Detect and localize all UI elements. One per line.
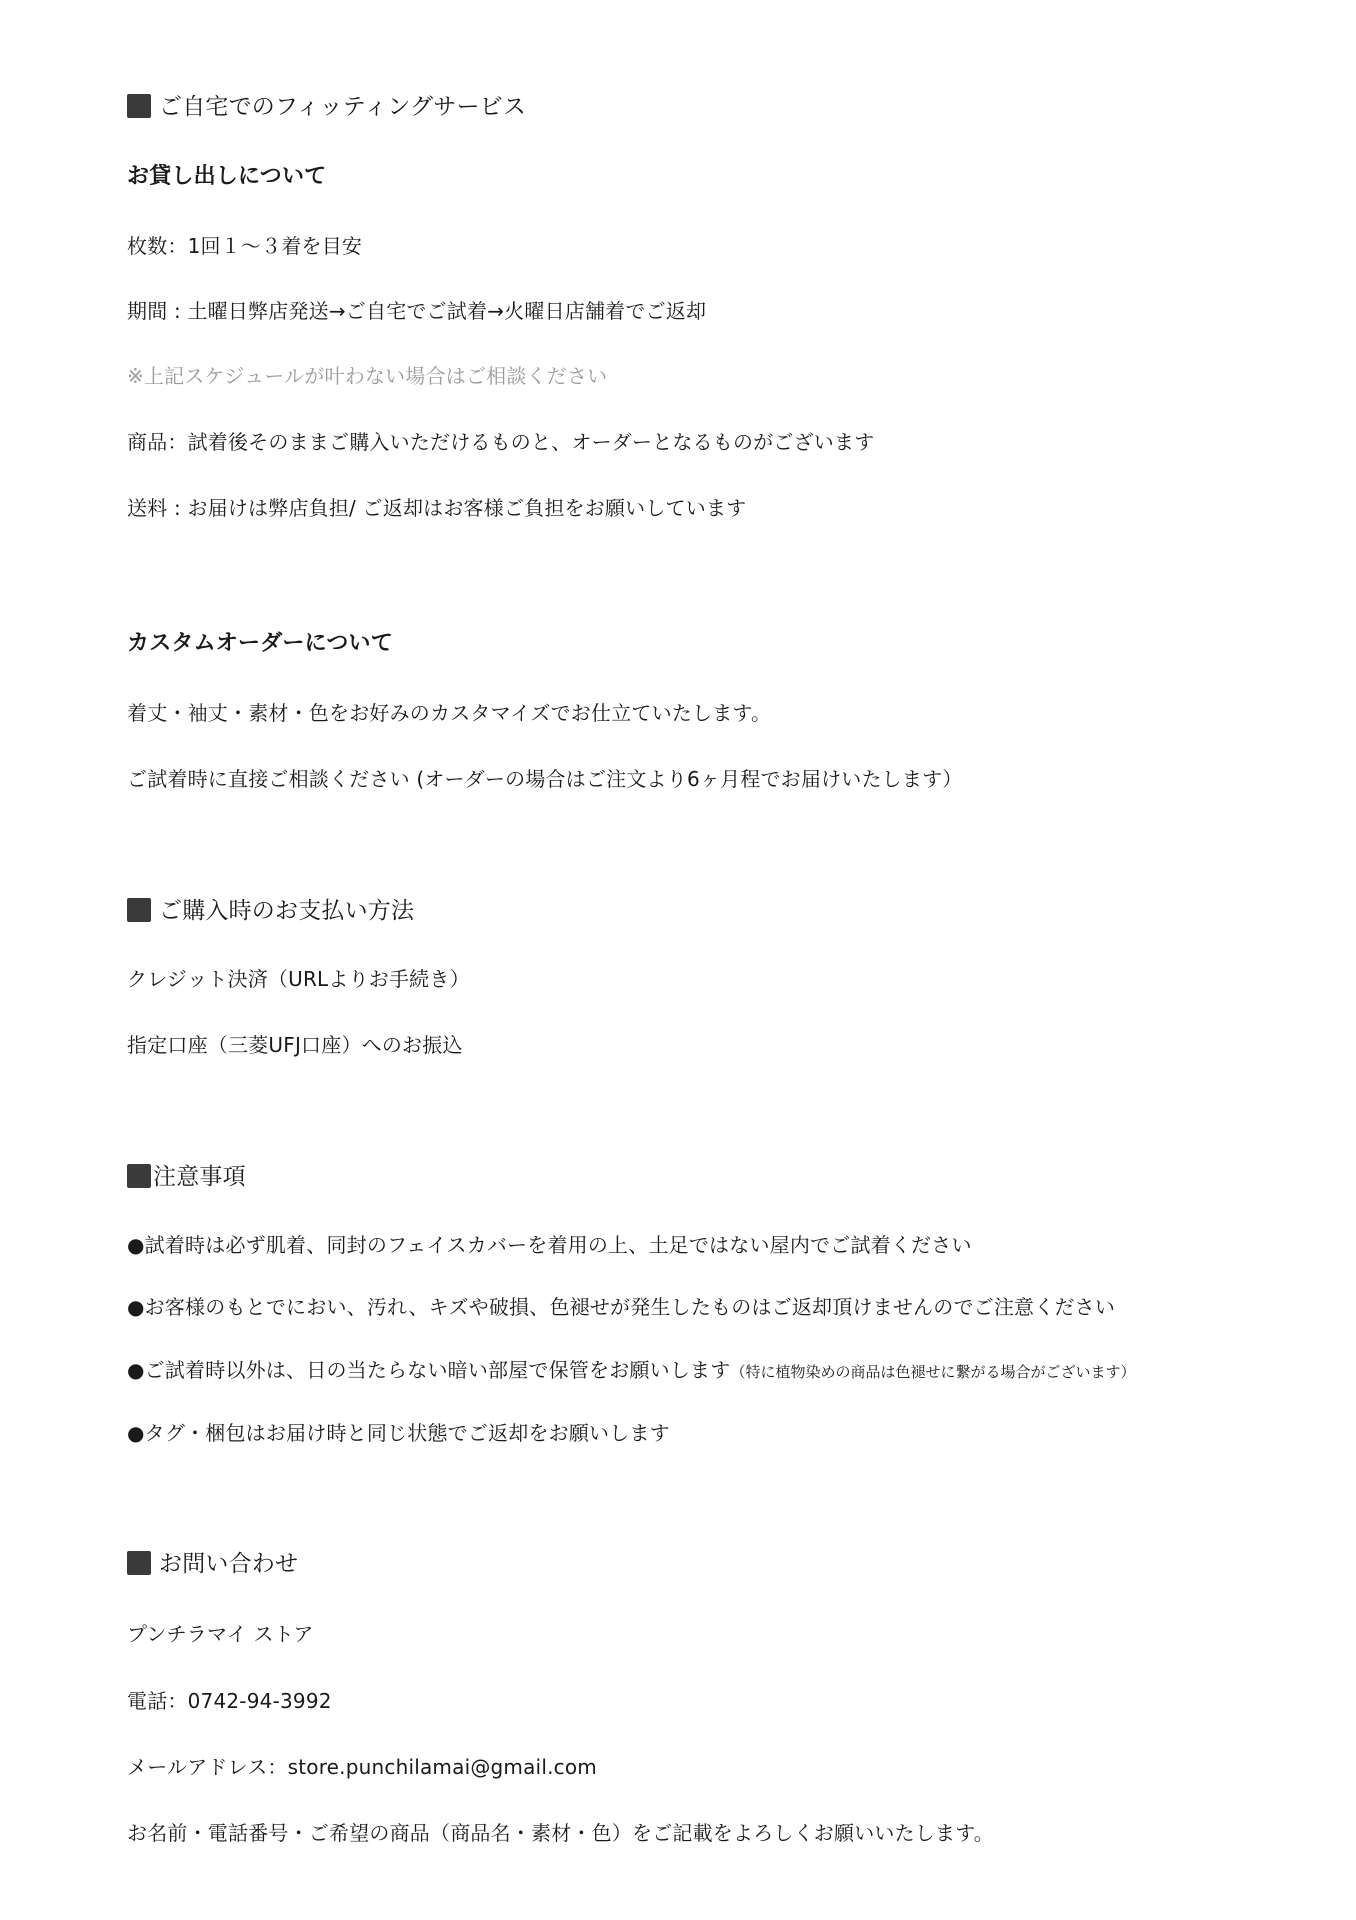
- custom-order-line-1: 着丈・袖丈・素材・色をお好みのカスタマイズでお仕立ていたします。: [127, 701, 772, 725]
- lending-count: 枚数：1回１〜３着を目安: [127, 234, 363, 258]
- section-heading-contact: [127, 1550, 298, 1578]
- caution-item-2: ●お客様のもとでにおい、汚れ、キズや破損、色褪せが発生したものはご返却頂けませんのでご注意ください: [127, 1295, 1116, 1319]
- contact-phone: 電話：0742-94-3992: [127, 1689, 332, 1713]
- section-heading-cautions-text: 注意事項: [153, 1164, 246, 1190]
- caution-item-3: [127, 1356, 1135, 1386]
- black-square-icon: [127, 1551, 151, 1575]
- black-square-icon: [127, 94, 151, 118]
- contact-store-name: プンチラマイ ストア: [127, 1622, 314, 1646]
- custom-order-title: カスタムオーダーについて: [127, 631, 393, 656]
- section-heading-cautions: [127, 1163, 246, 1191]
- custom-order-line-2: ご試着時に直接ご相談ください (オーダーの場合はご注文より6ヶ月程でお届けいたします）: [127, 767, 963, 791]
- caution-item-4: ●タグ・梱包はお届け時と同じ状態でご返却をお願いします: [127, 1421, 670, 1445]
- contact-email: メールアドレス：store.punchilamai@gmail.com: [127, 1755, 597, 1779]
- section-heading-contact-text: お問い合わせ: [159, 1551, 299, 1577]
- caution-item-3-note: （特に植物染めの商品は色褪せに繋がる場合がございます）: [730, 1363, 1136, 1381]
- lending-period: 期間 : 土曜日弊店発送→ご自宅でご試着→火曜日店舗着でご返却: [127, 299, 707, 323]
- contact-request: お名前・電話番号・ご希望の商品（商品名・素材・色）をご記載をよろしくお願いいたします。: [127, 1821, 994, 1845]
- section-heading-fitting-text: ご自宅でのフィッティングサービス: [159, 94, 527, 120]
- section-heading-payment: [127, 897, 414, 925]
- payment-method-transfer: 指定口座（三菱UFJ口座）へのお振込: [127, 1033, 463, 1057]
- lending-title: お貸し出しについて: [127, 164, 327, 189]
- section-heading-payment-text: ご購入時のお支払い方法: [159, 898, 415, 924]
- lending-products: 商品：試着後そのままご購入いただけるものと、オーダーとなるものがございます: [127, 430, 875, 454]
- black-square-icon: [127, 1164, 151, 1188]
- payment-method-credit: クレジット決済（URLよりお手続き）: [127, 967, 470, 991]
- lending-note: ※上記スケジュールが叶わない場合はご相談ください: [127, 364, 608, 388]
- caution-item-3-text: ●ご試着時以外は、日の当たらない暗い部屋で保管をお願いします: [127, 1358, 731, 1382]
- lending-shipping: 送料 : お届けは弊店負担/ ご返却はお客様ご負担をお願いしています: [127, 496, 747, 520]
- black-square-icon: [127, 898, 151, 922]
- section-heading-fitting: [127, 93, 526, 121]
- caution-item-1: ●試着時は必ず肌着、同封のフェイスカバーを着用の上、土足ではない屋内でご試着ください: [127, 1233, 972, 1257]
